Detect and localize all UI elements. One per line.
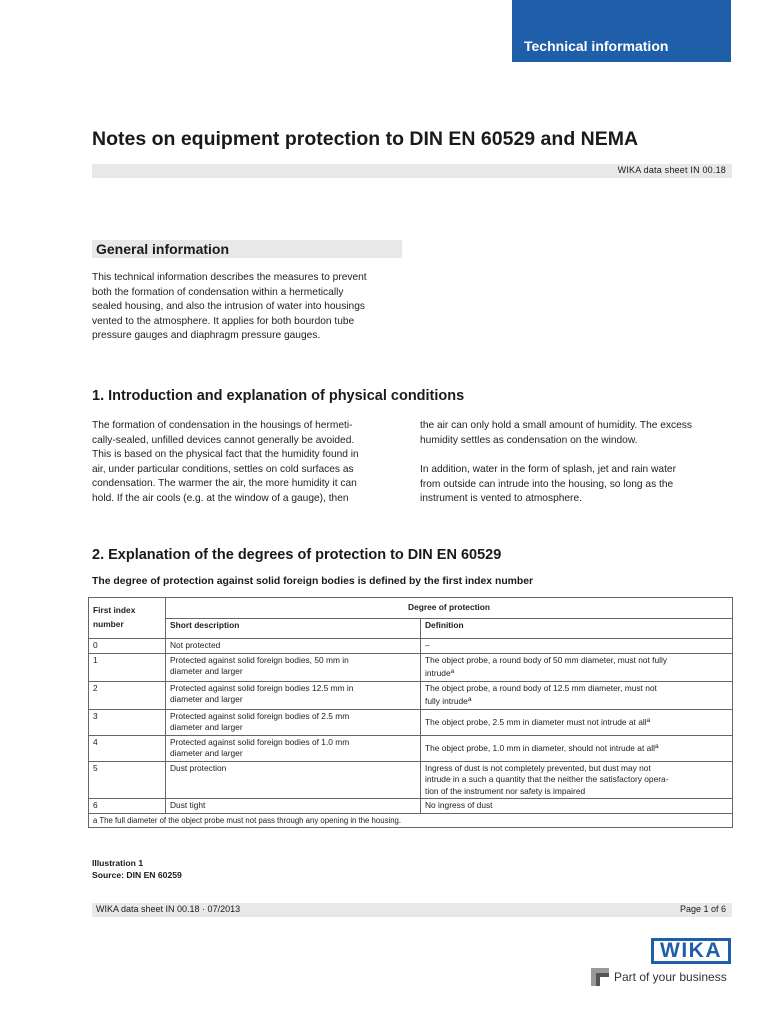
definition-cell: Ingress of dust is not completely prevented, but dust may not intrude in a such a quantity that the neither the satisfactory opera- tion of the instrument nor safety is impaired [421, 761, 733, 799]
text-line: This is based on the physical fact that the humidity found in [92, 449, 359, 461]
index-cell: 2 [89, 681, 166, 709]
table-row [89, 735, 733, 761]
index-cell: 4 [89, 735, 166, 761]
wika-logo [651, 938, 731, 964]
section-1-left-column [92, 419, 398, 507]
index-cell: 6 [89, 799, 166, 814]
text-line: sealed housing, and also the intrusion of water into housings [92, 301, 365, 313]
table-row [89, 653, 733, 681]
page-number: Page 1 of 6 [679, 904, 726, 914]
definition-cell: The object probe, a round body of 12.5 mm diameter, must not fully intrude$^a$ [421, 681, 733, 709]
footnote-marker: a [654, 743, 659, 751]
text-line: In addition, water in the form of splash, jet and rain water [420, 464, 676, 475]
table-caption: The degree of protection against solid foreign bodies is defined by the first index number [92, 576, 534, 587]
section-1-heading: 1. Introduction and explanation of physical conditions [92, 388, 465, 404]
text-line: the air can only hold a small amount of humidity. The excess [420, 420, 692, 431]
brand-mark-icon [591, 968, 609, 986]
definition-header: Definition [421, 618, 733, 639]
brand-slogan: Part of your business [614, 970, 727, 984]
short-description-cell: Protected against solid foreign bodies 12.5 mm in diameter and larger [166, 681, 421, 709]
short-description-cell: Protected against solid foreign bodies of 1.0 mm diameter and larger [166, 735, 421, 761]
general-information-text [92, 271, 410, 344]
section-1-right-paragraph-1 [420, 419, 732, 448]
illustration-source: Source: DIN EN 60259 [92, 870, 182, 880]
table-row [89, 799, 733, 814]
short-description-cell: Protected against solid foreign bodies, 50 mm in diameter and larger [166, 653, 421, 681]
text-line: cally-sealed, unfilled devices cannot generally be avoided. [92, 434, 355, 446]
footer-bar [92, 903, 732, 917]
text-line: vented to the atmosphere. It applies for both bourdon tube [92, 315, 355, 327]
document-type-label: Technical information [524, 38, 669, 54]
text-line: This technical information describes the measures to prevent [92, 272, 367, 283]
index-cell: 5 [89, 761, 166, 799]
index-cell: 0 [89, 639, 166, 654]
footer-datasheet-info: WIKA data sheet IN 00.18 · 07/2013 [96, 904, 241, 914]
short-description-cell: Dust tight [166, 799, 421, 814]
definition-cell: The object probe, 2.5 mm in diameter must not intrude at all$^a$ [421, 709, 733, 735]
table-row [89, 761, 733, 799]
text-line: pressure gauges and diaphragm pressure gauges. [92, 330, 321, 342]
table-row [89, 639, 733, 654]
text-line: instrument is vented to atmosphere. [420, 493, 582, 505]
datasheet-reference: WIKA data sheet IN 00.18 [617, 165, 726, 175]
footnote-marker: a [467, 696, 472, 703]
short-description-header: Short description [166, 618, 421, 639]
first-index-header: First index number [89, 598, 166, 639]
definition-cell: The object probe, 1.0 mm in diameter, should not intrude at all$^a$ [421, 735, 733, 761]
table-footnote-row [89, 813, 733, 828]
definition-cell: The object probe, a round body of 50 mm diameter, must not fully intrude$^a$ [421, 653, 733, 681]
short-description-cell: Not protected [166, 639, 421, 654]
footnote-marker: a [646, 717, 651, 725]
short-description-cell: Dust protection [166, 761, 421, 799]
footnote-marker: a [450, 668, 455, 675]
definition-cell: – [421, 639, 733, 654]
text-line: The formation of condensation in the housings of hermeti- [92, 420, 353, 431]
table-row [89, 681, 733, 709]
text-line: both the formation of condensation within a hermetically [92, 286, 344, 298]
index-cell: 3 [89, 709, 166, 735]
section-2-heading: 2. Explanation of the degrees of protection to DIN EN 60529 [92, 547, 502, 563]
document-type-tab [512, 0, 731, 62]
protection-degree-table [88, 597, 733, 828]
datasheet-reference-bar [92, 164, 732, 178]
text-line: air, under particular conditions, settles on cold surfaces as [92, 463, 354, 475]
table-footnote: a The full diameter of the object probe must not pass through any opening in the housing. [89, 813, 733, 828]
text-line: from outside can intrude into the housing, so long as the [420, 478, 674, 490]
index-cell: 1 [89, 653, 166, 681]
definition-cell: No ingress of dust [421, 799, 733, 814]
short-description-cell: Protected against solid foreign bodies of 2.5 mm diameter and larger [166, 709, 421, 735]
illustration-label: Illustration 1 [92, 858, 144, 868]
text-line: hold. If the air cools (e.g. at the window of a gauge), then [92, 492, 349, 504]
text-line: humidity settles as condensation on the window. [420, 434, 638, 446]
section-1-right-paragraph-2 [420, 463, 732, 507]
document-title: Notes on equipment protection to DIN EN 60529 and NEMA [92, 128, 639, 150]
logo-text: WIKA [660, 939, 722, 962]
degree-of-protection-header: Degree of protection [166, 598, 733, 619]
illustration-caption [92, 857, 182, 881]
text-line: condensation. The warmer the air, the more humidity it can [92, 478, 357, 490]
general-information-heading: General information [92, 240, 402, 258]
table-row [89, 709, 733, 735]
